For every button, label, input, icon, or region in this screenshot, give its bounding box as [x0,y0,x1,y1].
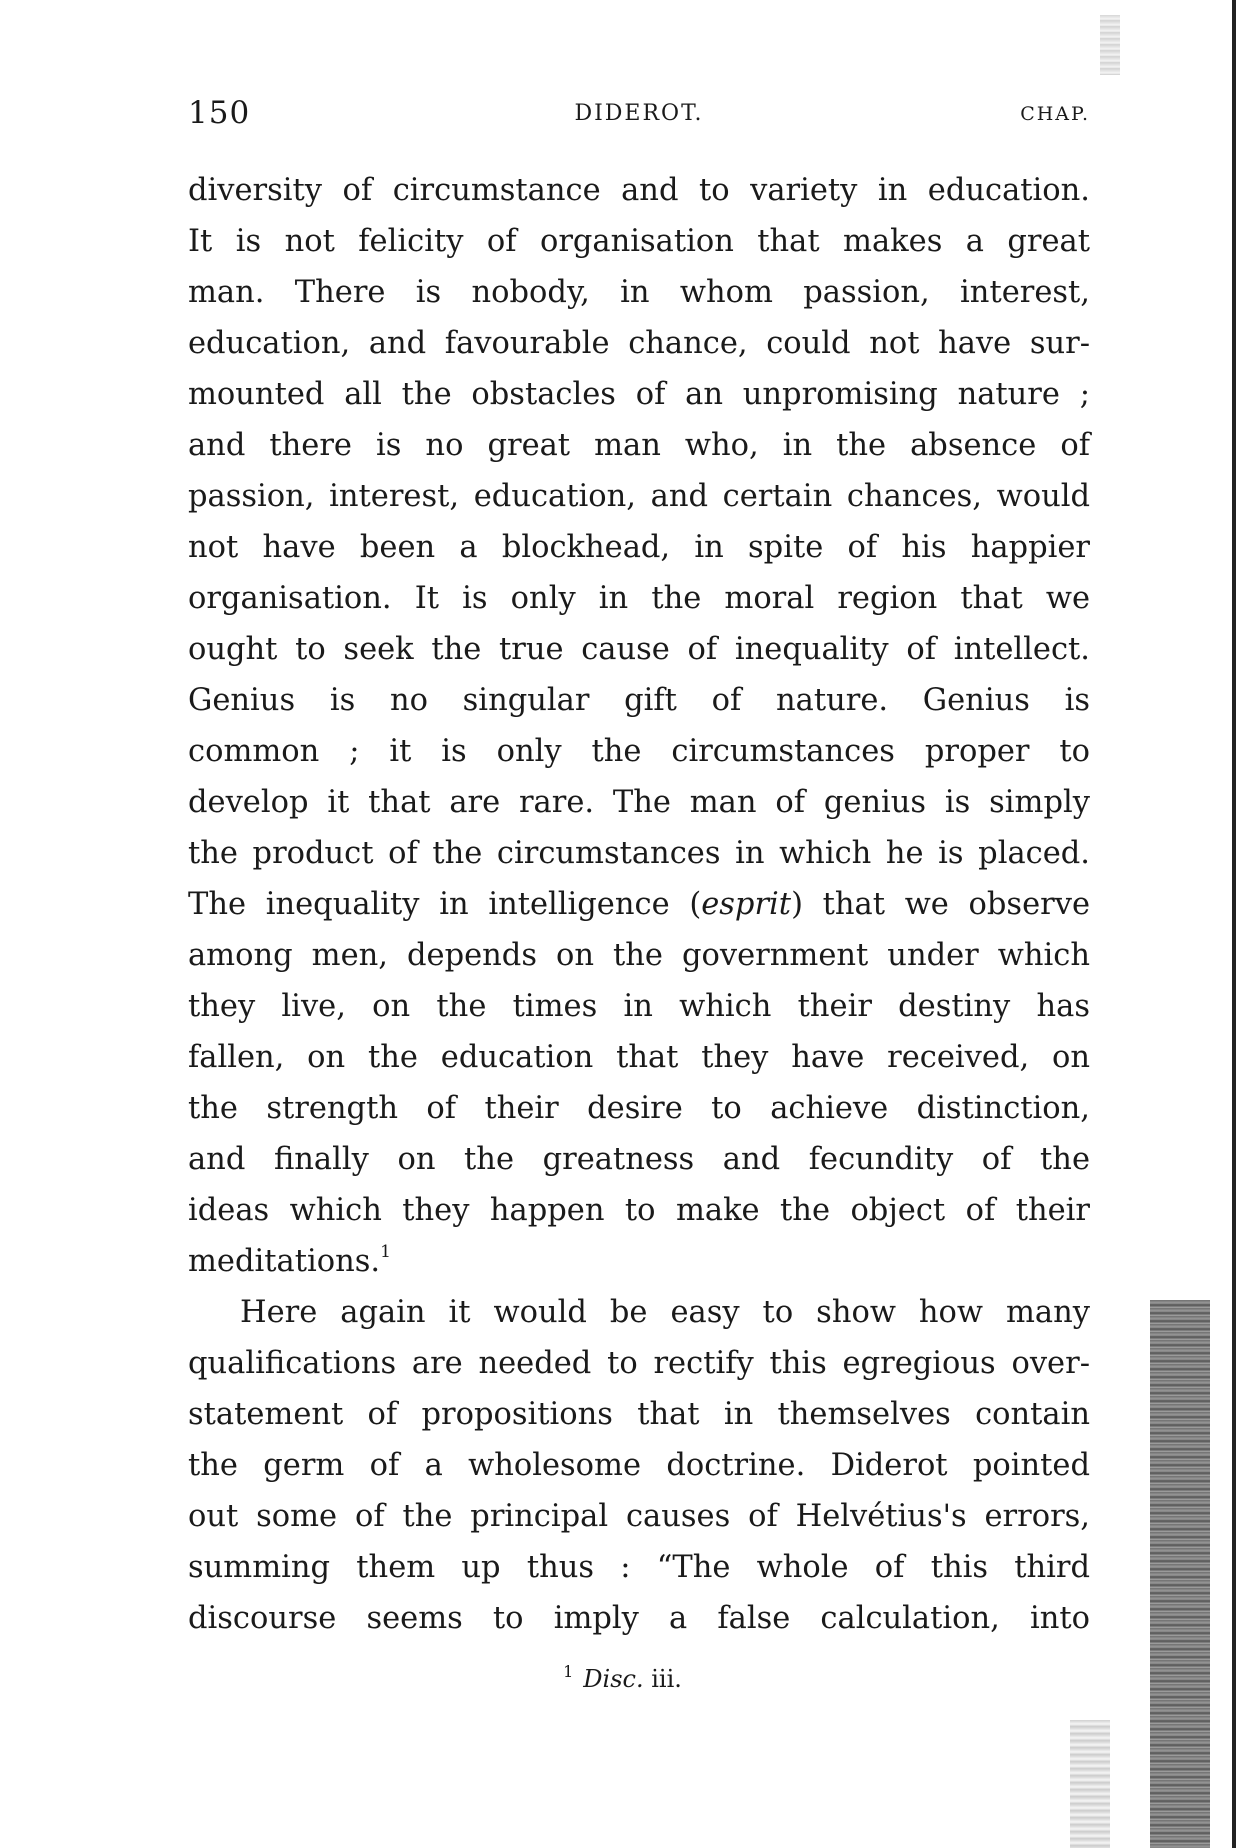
paragraph-2-line: discourse seems to imply a false calculation, into [188,1601,1090,1636]
text-line: develop it that are rare. The man of genius is simply [188,785,1090,820]
text-line: passion, interest, education, and certain chances, would [188,479,1090,514]
text-line: they live, on the times in which their destiny has [188,989,1090,1024]
scan-artifact-bottom [1070,1720,1110,1848]
body-text [188,165,1090,1644]
text-line: not have been a blockhead, in spite of his happier [188,530,1090,565]
paragraph-2-line: Here again it would be easy to show how many [240,1295,1090,1330]
text-line: ought to seek the true cause of inequality of intellect. [188,632,1090,667]
page-header [188,95,1090,135]
scan-artifact-top [1100,15,1120,75]
text-line: organisation. It is only in the moral region that we [188,581,1090,616]
text-line: ideas which they happen to make the object of their [188,1193,1090,1228]
text-segment: The inequality in intelligence ( [188,887,702,922]
page-edge-line [1232,0,1236,1848]
paragraph-2-line: the germ of a wholesome doctrine. Diderot pointed [188,1448,1090,1483]
text-segment: meditations. [188,1244,381,1279]
italic-word: esprit [701,887,792,922]
text-line: among men, depends on the government under which [188,938,1090,973]
running-head: DIDEROT. [574,101,704,126]
text-line: and finally on the greatness and fecundity of the [188,1142,1090,1177]
paragraph-2-line: statement of propositions that in themselves contain [188,1397,1090,1432]
text-segment: ) that we observe [791,887,1090,922]
binding-shadow [1150,1300,1210,1848]
text-line: common ; it is only the circumstances proper to [188,734,1090,769]
chapter-label: CHAP. [1020,103,1090,125]
text-line: It is not felicity of organisation that makes a great [188,224,1090,259]
footnote-section: iii. [651,1665,682,1693]
paragraph-2-line: summing them up thus : “The whole of this third [188,1550,1090,1585]
paragraph-2-line: qualifications are needed to rectify this egregious over- [188,1346,1090,1381]
text-line: fallen, on the education that they have received, on [188,1040,1090,1075]
text-line: the product of the circumstances in which he is placed. [188,836,1090,871]
text-line: the strength of their desire to achieve distinction, [188,1091,1090,1126]
page-number: 150 [188,95,251,131]
text-line: mounted all the obstacles of an unpromising nature ; [188,377,1090,412]
text-line: and there is no great man who, in the absence of [188,428,1090,463]
text-line-esprit [188,879,1090,930]
paragraph-2-line: out some of the principal causes of Helvétius's errors, [188,1499,1090,1534]
text-line: Genius is no singular gift of nature. Genius is [188,683,1090,718]
footnote-reference[interactable]: 1 [380,1242,391,1262]
text-line: man. There is nobody, in whom passion, interest, [188,275,1090,310]
text-line-last [188,1236,1090,1287]
text-line: diversity of circumstance and to variety in education. [188,173,1090,208]
footnote-mark: 1 [563,1662,574,1681]
text-line: education, and favourable chance, could not have sur- [188,326,1090,361]
footnote-source: Disc. [583,1665,644,1693]
footnote [0,1662,1245,1693]
